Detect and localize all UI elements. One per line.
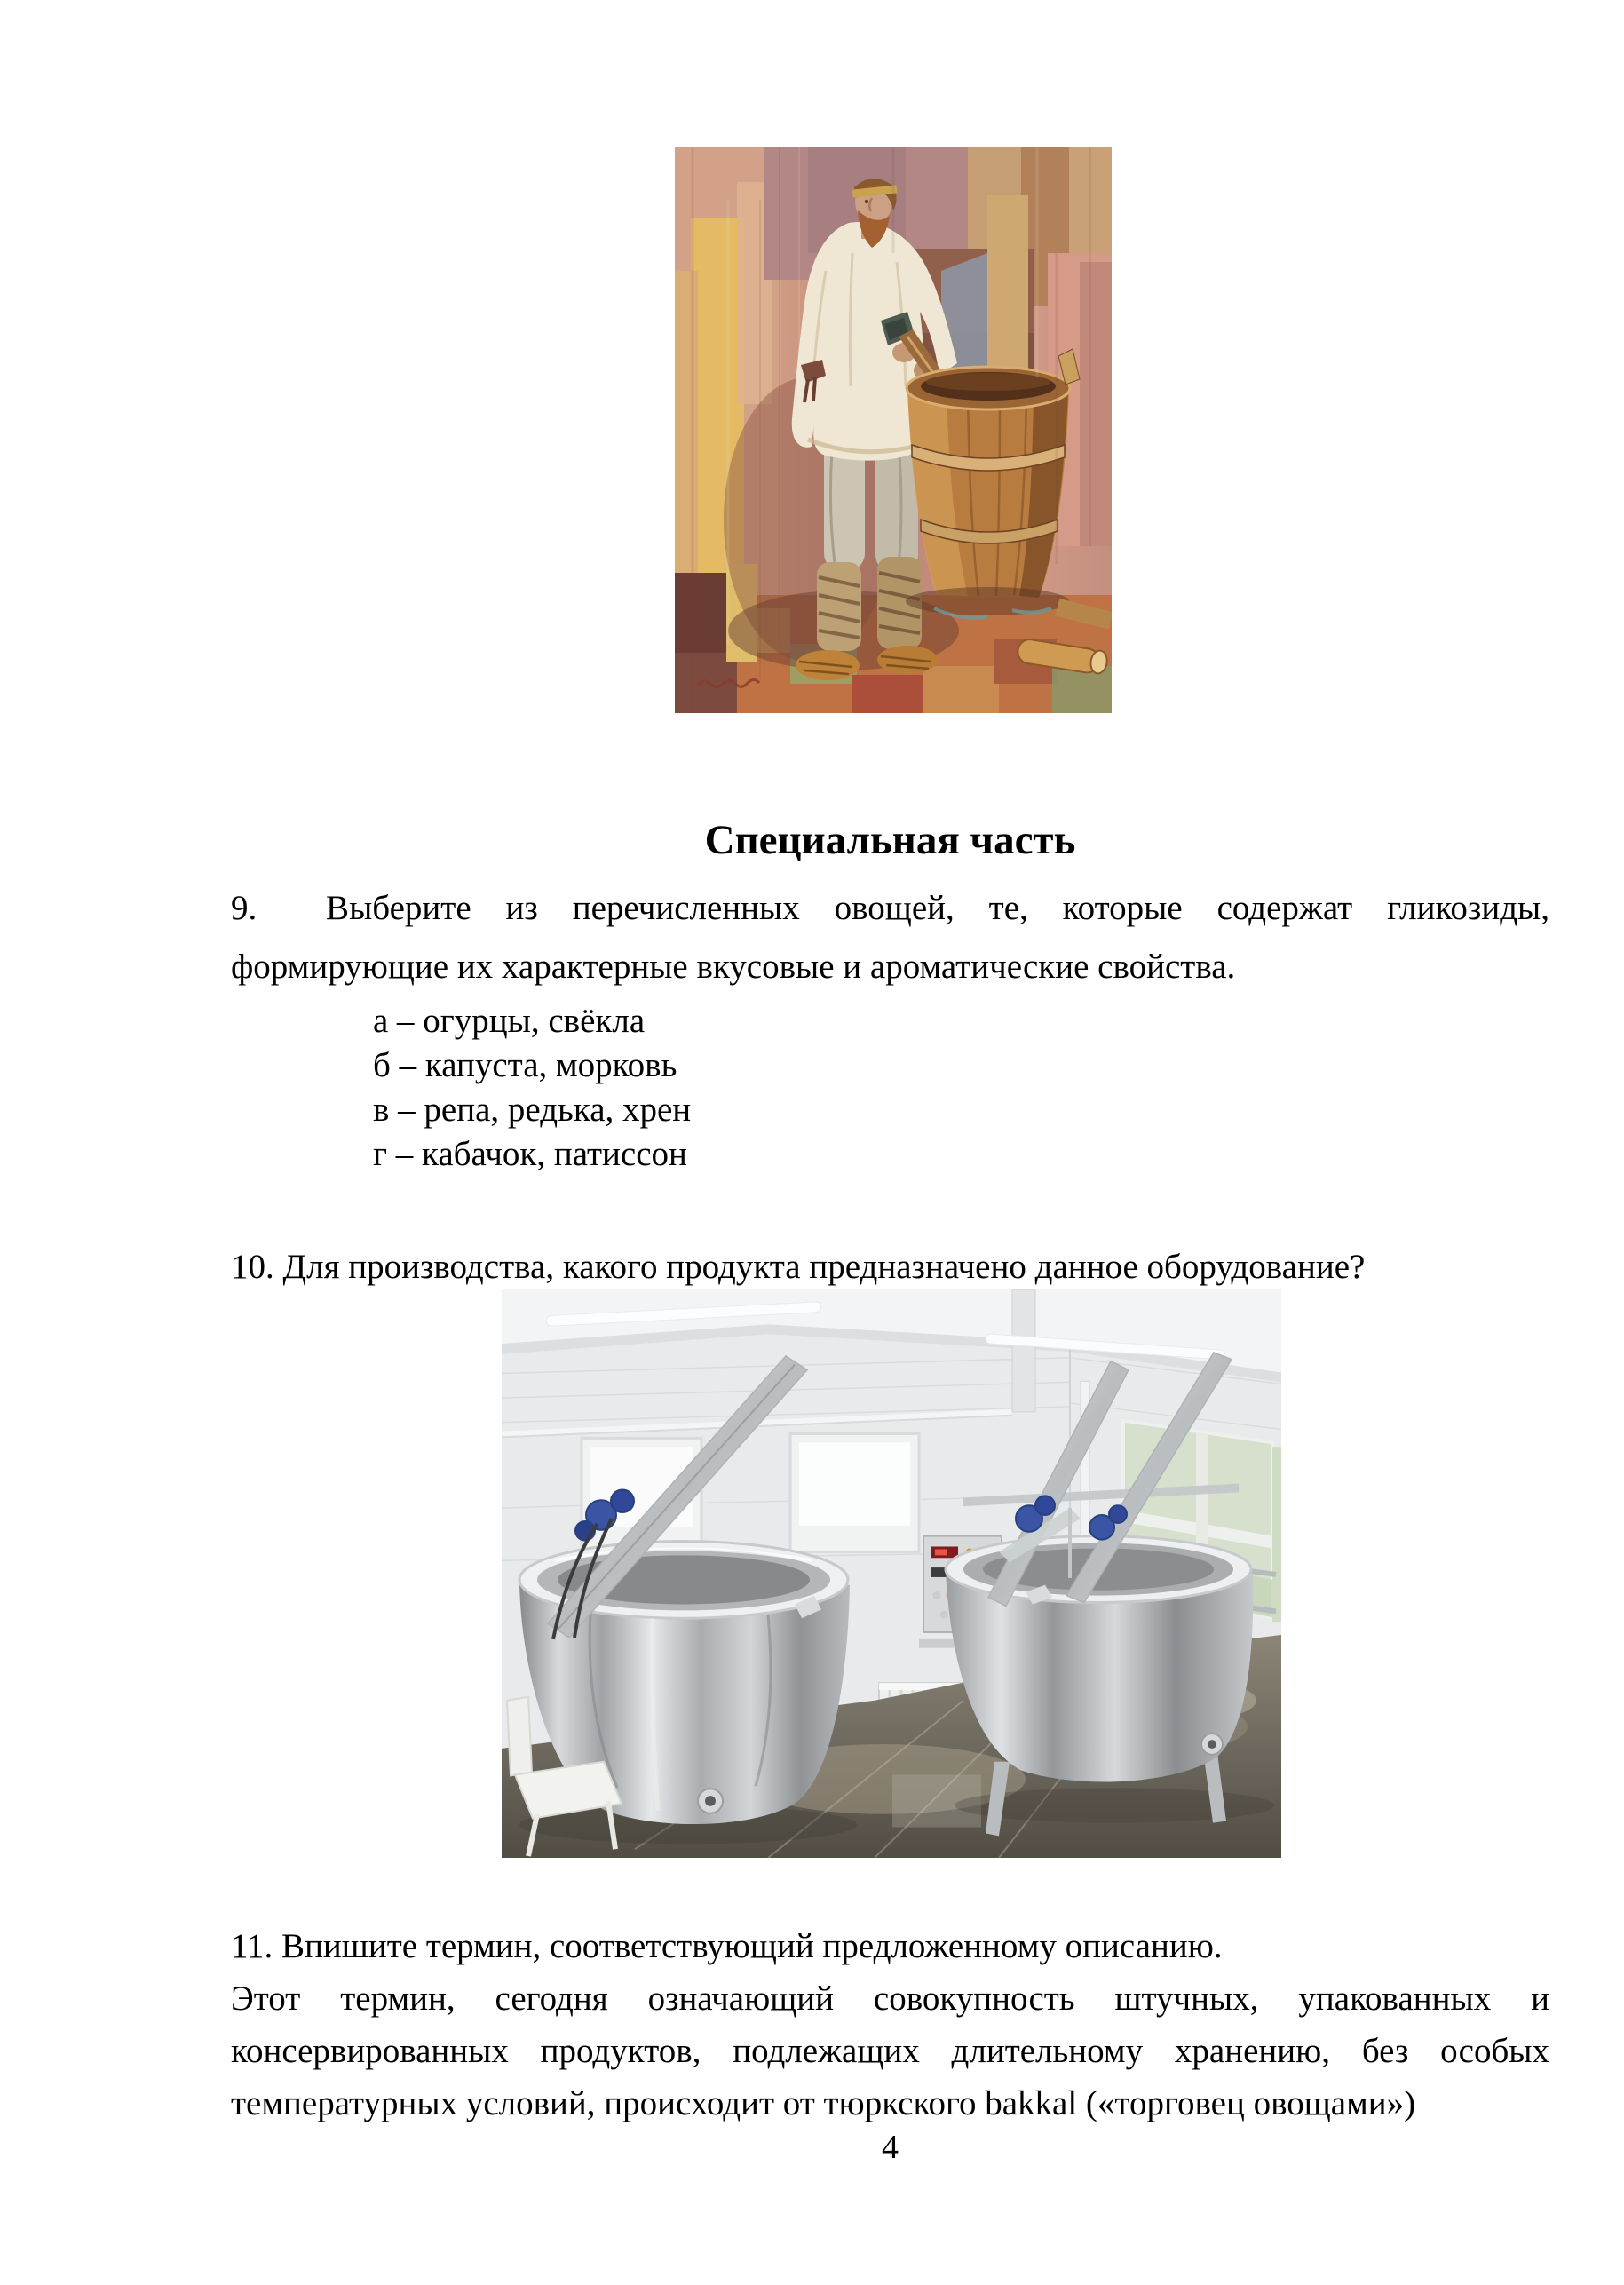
section-heading: Специальная часть: [704, 817, 1076, 863]
option-g: г – кабачок, патиссон: [373, 1135, 687, 1173]
question-11-line-1: 11. Впишите термин, соответствующий предложенному описанию.: [231, 1927, 1223, 1965]
question-9-line-1: 9. Выберите из перечисленных овощей, те, которые содержат гликозиды,: [231, 889, 1549, 927]
question-9-line-2: формирующие их характерные вкусовые и ароматические свойства.: [231, 948, 1236, 986]
option-a: а – огурцы, свёкла: [373, 1002, 646, 1040]
question-9-options: [373, 999, 691, 1177]
equipment-photo-image: [502, 1289, 1281, 1858]
question-11-line-4: температурных условий, происходит от тюркского bakkal («торговец овощами»): [231, 2084, 1416, 2122]
question-11: [231, 1920, 1549, 2130]
question-10-line-1: 10. Для производства, какого продукта предназначено данное оборудование?: [231, 1248, 1366, 1286]
question-11-line-3: консервированных продуктов, подлежащих длительному хранению, без особых: [231, 2032, 1549, 2070]
option-v: в – репа, редька, хрен: [373, 1091, 692, 1129]
peasant-painting-image: [675, 147, 1112, 713]
page-number: 4: [882, 2129, 899, 2166]
question-10: [231, 1245, 1549, 1289]
question-11-line-2: Этот термин, сегодня означающий совокупность штучных, упакованных и: [231, 1980, 1549, 2018]
question-9: [231, 879, 1549, 996]
option-b: б – капуста, морковь: [373, 1046, 677, 1084]
